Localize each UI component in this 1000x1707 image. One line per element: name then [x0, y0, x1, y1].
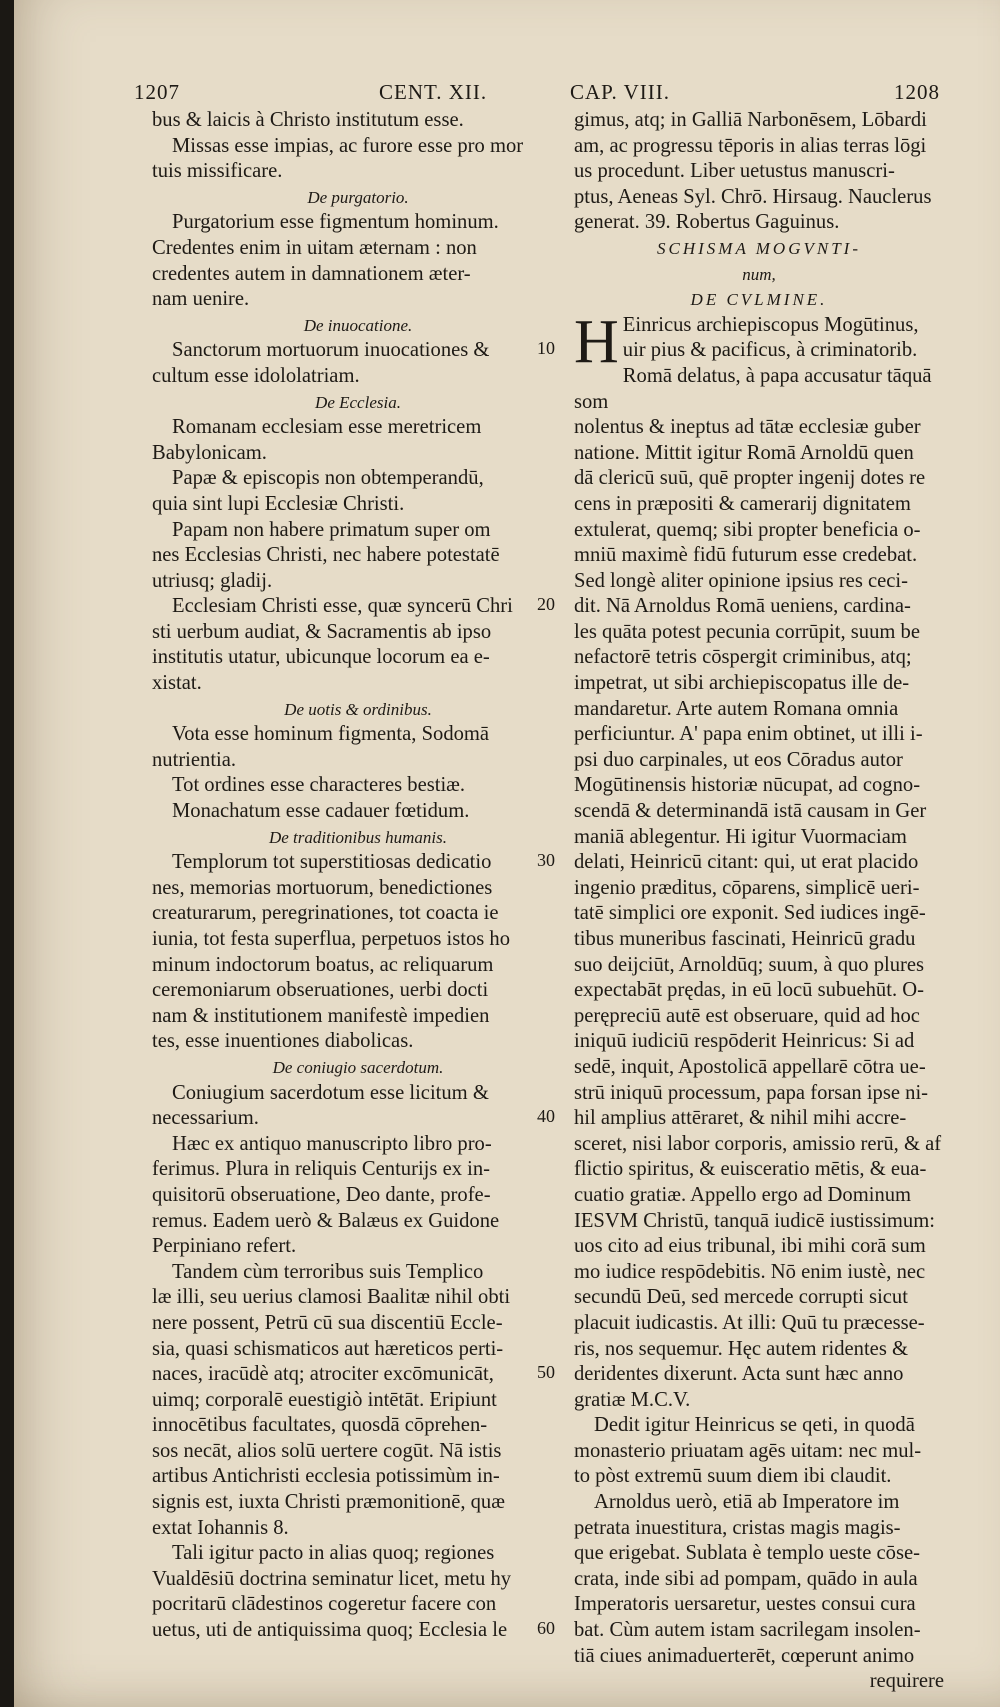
- text-line: scendā & determinandā istā causam in Ger: [574, 800, 927, 823]
- text-line: institutis utatur, ubicunque locorum ea e-: [152, 646, 490, 669]
- section-heading: De traditionibus humanis.: [268, 827, 448, 847]
- text-line: us procedunt. Liber uetustus manuscri-: [574, 160, 895, 183]
- section-heading: De inuocatione.: [303, 315, 413, 335]
- text-line: Mogūtinensis historiæ nūcupat, ad cogno-: [574, 774, 921, 797]
- text-line: pocritarū clādestinos cogeretur facere con: [152, 1593, 497, 1616]
- left-text-column: [152, 108, 564, 1644]
- text-line: minum indoctorum boatus, ac reliquarum: [152, 953, 494, 976]
- text-line: naces, iracūdè atq; atrociter excōmunicāt,: [152, 1363, 494, 1386]
- text-line: suo deijciūt, Arnoldūq; suum, à quo plures: [574, 953, 925, 976]
- text-line: mandaretur. Arte autem Romana omnia: [574, 697, 899, 720]
- text-line: secundū Deū, sed mercede corrupti sicut: [574, 1286, 908, 1309]
- text-line: ingenio præditus, cōparens, simplicē ueri-: [574, 876, 920, 899]
- text-line: tibus muneribus fascinati, Heinricū gradu: [574, 928, 916, 950]
- text-line: Hæc ex antiquo manuscripto libro pro-: [172, 1132, 492, 1155]
- text-line: generat. 39. Robertus Gaguinus.: [574, 211, 840, 234]
- running-title-right: CAP. VIII.: [570, 80, 671, 104]
- text-line: tiā ciues animaduerterēt, cœperunt animo: [574, 1644, 915, 1667]
- text-line: Perpiniano refert.: [152, 1235, 297, 1258]
- text-line: sos necāt, alios solū uertere cogūt. Nā istis: [152, 1439, 502, 1462]
- text-line: crata, inde sibi ad pompam, quādo in aula: [574, 1567, 918, 1590]
- text-line: hil amplius attēraret, & nihil mihi accre-: [574, 1107, 907, 1130]
- running-header: [134, 80, 940, 110]
- text-line: que erigebat. Sublata è templo ueste cōse-: [574, 1542, 920, 1565]
- text-line: Vualdēsiū doctrina seminatur licet, metu hy: [152, 1567, 512, 1590]
- text-line: artibus Antichristi ecclesia potissimùm in-: [152, 1465, 500, 1488]
- text-line: placuit iudicastis. At illi: Quū tu præcesse-: [574, 1311, 925, 1334]
- chapter-title: DE CVLMINE.: [690, 290, 828, 310]
- text-line: flictio spiritus, & euisceratio mētis, & eua-: [574, 1158, 927, 1181]
- text-line: natione. Mittit igitur Romā Arnoldū quen: [574, 441, 914, 464]
- text-line: ptus, Aeneas Syl. Chrō. Hirsaug. Nauclerus: [574, 185, 932, 208]
- text-line: Missas esse impias, ac furore esse pro mor: [172, 134, 524, 157]
- text-line: dit. Nā Arnoldus Romā ueniens, cardina-: [574, 595, 911, 618]
- running-title-left: CENT. XII.: [379, 80, 488, 104]
- text-line: Romanam ecclesiam esse meretricem: [172, 416, 482, 439]
- text-line: nes, memorias mortuorum, benedictiones: [152, 876, 493, 899]
- margin-line-number: 50: [537, 1362, 555, 1383]
- catchword: requirere: [869, 1670, 944, 1693]
- text-line: quisitorū obseruatione, Deo dante, profe-: [152, 1183, 491, 1206]
- text-line: iunia, tot festa superflua, perpetuos istos ho: [152, 928, 511, 950]
- text-line: ris, nos sequemur. Hęc autem ridentes &: [574, 1337, 908, 1360]
- drop-capital: H: [574, 307, 619, 376]
- margin-line-number: 60: [537, 1618, 555, 1639]
- text-line: nes Ecclesias Christi, nec habere potestatē: [152, 544, 500, 567]
- text-line: tuis missificare.: [152, 160, 283, 183]
- text-line: Credentes enim in uitam æternam : non: [152, 236, 477, 259]
- text-line: maniā ablegentur. Hi igitur Vuormaciam: [574, 825, 907, 848]
- text-line: uimq; corporalē euestigiò intētāt. Eripiunt: [152, 1388, 497, 1411]
- right-page-number: 1208: [894, 80, 940, 104]
- text-line: impetrat, ut sibi archiepiscopatus ille de-: [574, 672, 910, 695]
- text-line: Coniugium sacerdotum esse licitum &: [172, 1081, 489, 1104]
- text-line: Sanctorum mortuorum inuocationes &: [172, 339, 490, 362]
- text-line: psi duo carpinales, ut eos Cōradus autor: [574, 748, 903, 771]
- text-line: nefactorē tetris cōspergit criminibus, atq;: [574, 646, 912, 669]
- text-line: Tali igitur pacto in alias quoq; regiones: [172, 1542, 495, 1565]
- chapter-title: SCHISMA MOGVNTI-: [657, 238, 861, 258]
- text-line: Tot ordines esse characteres bestiæ.: [172, 774, 466, 797]
- text-line: uos cito ad eius tribunal, ibi mihi corā sum: [574, 1235, 926, 1258]
- text-line: innocētibus facultates, quosdā cōprehen-: [152, 1414, 488, 1437]
- text-line: necessarium.: [152, 1107, 259, 1130]
- text-line: sedē, inquit, Apostolicā appellarē cōtra ue-: [574, 1055, 926, 1078]
- text-line: Sed longè aliter opinione ipsius res ceci-: [574, 569, 908, 592]
- text-line: sti uerbum audiat, & Sacramentis ab ipso: [152, 620, 492, 643]
- text-line: Papam non habere primatum super om: [172, 518, 491, 541]
- text-line: xistat.: [152, 672, 202, 695]
- text-line: tatē simplici ore exponit. Sed iudices ingē-: [574, 902, 926, 925]
- text-line: ferimus. Plura in reliquis Centurijs ex in-: [152, 1158, 491, 1181]
- margin-line-number: 10: [537, 338, 555, 359]
- text-line: monasterio priuatam agēs uitam: nec mul-: [574, 1439, 922, 1462]
- text-line: nam & institutionem manifestè impedien: [152, 1004, 490, 1027]
- text-line: mniū maximè fidū futurum esse credebat.: [574, 544, 918, 567]
- text-line: extulerat, quemq; sibi propter beneficia o-: [574, 518, 921, 541]
- text-line: nere possent, Petrū cū sua discentiū Eccle-: [152, 1311, 503, 1334]
- book-page: [14, 0, 1000, 1707]
- text-line: læ illi, seu uerius clamosi Baalitæ nihil obti: [152, 1286, 511, 1309]
- text-line: nolentus & ineptus ad tātæ ecclesiæ guber: [574, 416, 921, 439]
- text-line: sia, quasi schismaticos aut hæreticos perti-: [152, 1337, 504, 1360]
- text-line: Purgatorium esse figmentum hominum.: [172, 211, 499, 234]
- text-line: extat Iohannis 8.: [152, 1516, 289, 1539]
- text-line: Dedit igitur Heinricus se qeti, in quodā: [594, 1414, 915, 1437]
- text-line: deridentes dixerunt. Acta sunt hæc anno: [574, 1363, 904, 1386]
- text-line: uetus, uti de antiquissima quoq; Ecclesia le: [152, 1619, 508, 1642]
- text-line: Ecclesiam Christi esse, quæ syncerū Chri: [172, 595, 513, 618]
- text-line: Monachatum esse cadauer fœtidum.: [172, 800, 470, 823]
- text-line: ceremoniarum obseruationes, uerbi docti: [152, 979, 489, 1002]
- section-heading: De purgatorio.: [307, 187, 409, 207]
- text-line: Papæ & episcopis non obtemperandū,: [172, 467, 484, 490]
- text-line: tes, esse inuentiones diabolicas.: [152, 1030, 414, 1053]
- text-line: mo iudice respōdebitis. Nō enim iustè, nec: [574, 1260, 926, 1283]
- text-line: sceret, nisi labor corporis, amissio rerū, & af: [574, 1132, 942, 1155]
- text-line: credentes autem in damnationem æter-: [152, 262, 471, 285]
- text-line: Romā delatus, à papa accusatur tāquā som: [574, 364, 932, 413]
- text-line: nutrientia.: [152, 748, 237, 771]
- section-heading: De coniugio sacerdotum.: [272, 1057, 444, 1077]
- text-line: expectabāt prędas, in eū locū subuehūt. O-: [574, 979, 924, 1002]
- text-line: Arnoldus uerò, etiā ab Imperatore im: [594, 1491, 900, 1514]
- text-line: dā clericū suū, quē propter ingenij dotes re: [574, 467, 926, 490]
- margin-line-number: 40: [537, 1106, 555, 1127]
- text-line: Vota esse hominum figmenta, Sodomā: [172, 723, 490, 746]
- text-line: am, ac progressu tēporis in alias terras lōgi: [574, 134, 927, 157]
- text-line: petrata inuestitura, cristas magis magis-: [574, 1516, 901, 1539]
- text-line: creaturarum, peregrinationes, tot coacta ie: [152, 902, 499, 925]
- text-line: signis est, iuxta Christi præmonitionē, quæ: [152, 1491, 505, 1514]
- text-line: delati, Heinricū citant: qui, ut erat placido: [574, 851, 919, 874]
- text-line: Einricus archiepiscopus Mogūtinus,: [622, 313, 919, 336]
- text-line: quia sint lupi Ecclesiæ Christi.: [152, 492, 405, 515]
- text-line: uir pius & pacificus, à criminatorib.: [622, 339, 918, 362]
- margin-line-number: 20: [537, 594, 555, 615]
- text-line: Babylonicam.: [152, 441, 267, 464]
- text-line: les quāta potest pecunia corrūpit, suum be: [574, 620, 920, 643]
- text-line: bus & laicis à Christo institutum esse.: [152, 109, 464, 131]
- text-line: gimus, atq; in Galliā Narbonēsem, Lōbardi: [574, 109, 927, 131]
- text-line: IESVM Christū, tanquā iudicē iustissimum:: [574, 1209, 935, 1232]
- text-line: strū iniquū processum, papa forsan ipse ni-: [574, 1081, 929, 1104]
- text-line: to pòst extremū suum diem ibi claudit.: [574, 1465, 892, 1488]
- text-line: remus. Eadem uerò & Balæus ex Guidone: [152, 1209, 500, 1232]
- text-line: iniquū iudiciū respōderit Heinricus: Si ad: [574, 1030, 915, 1053]
- text-line: Templorum tot superstitiosas dedicatio: [172, 851, 492, 874]
- text-line: perficiuntur. A' papa enim obtinet, ut illi i-: [574, 723, 923, 746]
- text-line: bat. Cùm autem istam sacrilegam insolen-: [574, 1619, 921, 1642]
- text-line: nam uenire.: [152, 288, 250, 311]
- margin-line-number: 30: [537, 850, 555, 871]
- text-line: Imperatoris uersaretur, uestes consui cura: [574, 1593, 916, 1616]
- section-heading: De Ecclesia.: [315, 392, 401, 412]
- text-line: cens in præpositi & camerarij dignitatem: [574, 492, 911, 515]
- text-line: cuatio gratiæ. Appello ergo ad Dominum: [574, 1183, 912, 1206]
- text-line: gratiæ M.C.V.: [574, 1388, 691, 1411]
- right-text-column: [574, 108, 944, 1695]
- text-line: cultum esse idololatriam.: [152, 364, 360, 387]
- left-page-number: 1207: [134, 80, 180, 104]
- section-heading: num,: [742, 264, 776, 284]
- section-heading: De uotis & ordinibus.: [284, 699, 432, 719]
- text-line: utriusq; gladij.: [152, 569, 273, 592]
- text-line: Tandem cùm terroribus suis Templico: [172, 1260, 484, 1283]
- text-line: perępreciū autē est obseruare, quid ad hoc: [574, 1004, 920, 1027]
